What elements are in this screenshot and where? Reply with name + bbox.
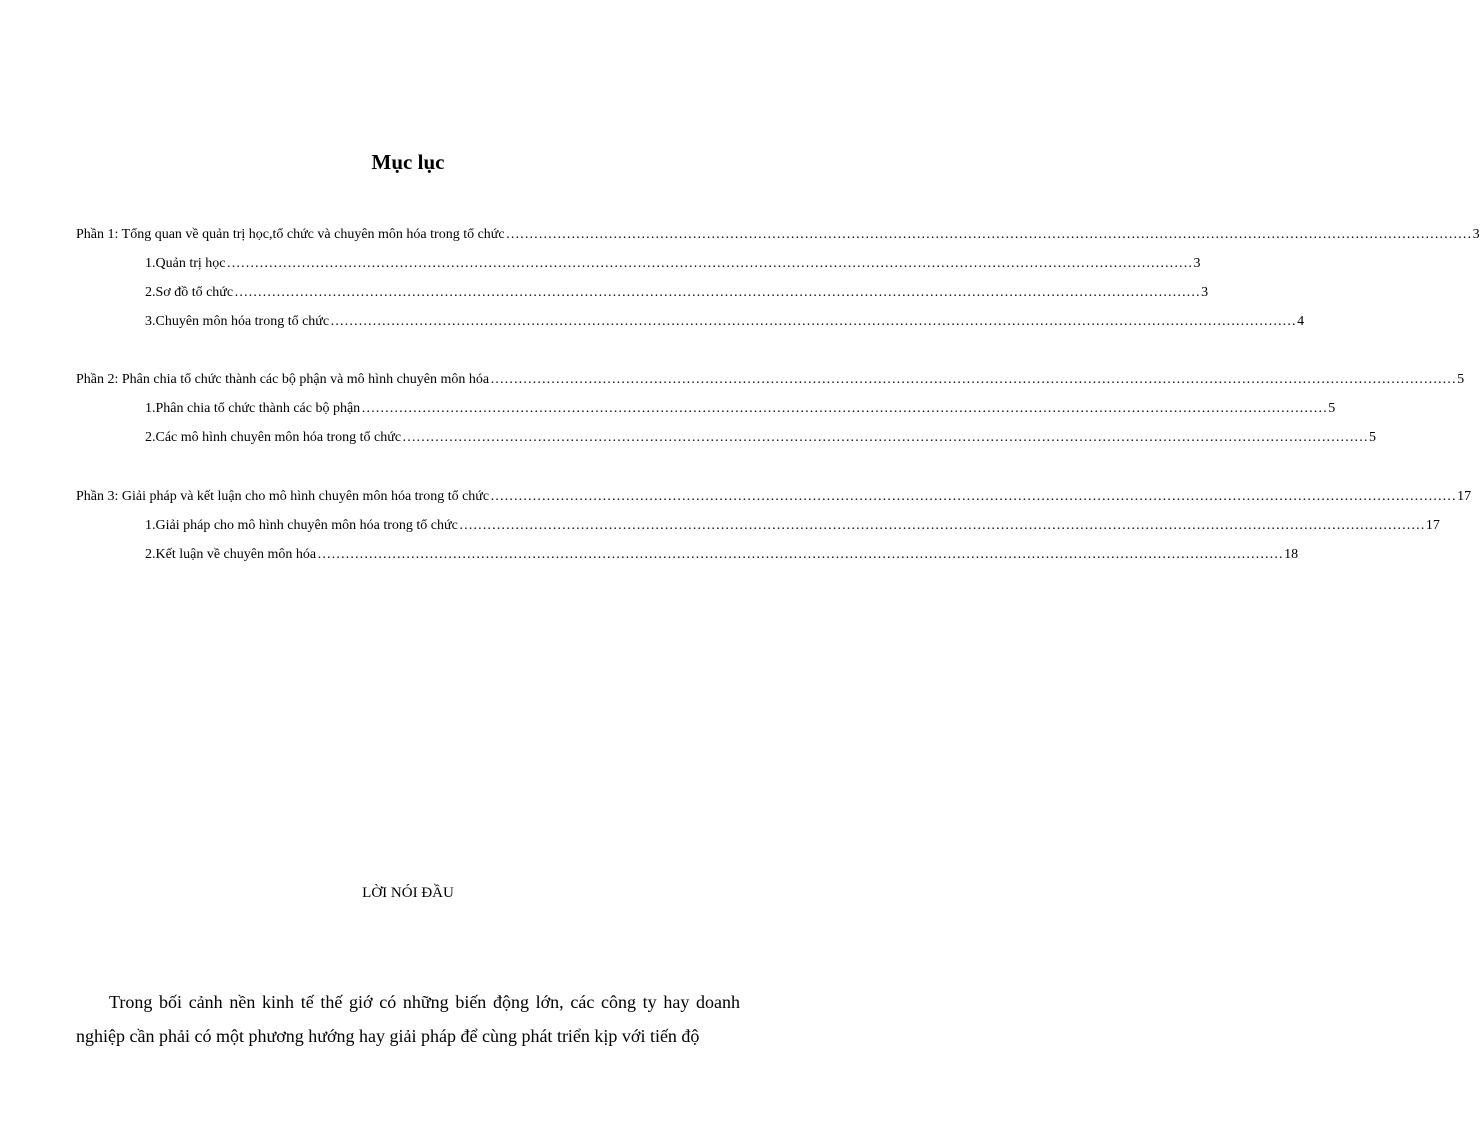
toc-page-number: 4 bbox=[1297, 314, 1305, 329]
toc-leader: ……………………………………………………………………………………………………………………………………………………………………………………… bbox=[330, 314, 1297, 329]
toc-leader: ……………………………………………………………………………………………………………………………………………………………………………………… bbox=[361, 401, 1328, 416]
toc-entry-part-3 bbox=[76, 487, 1472, 507]
toc-leader: ……………………………………………………………………………………………………………………………………………………………………………………… bbox=[458, 518, 1425, 533]
toc-entry-1-3 bbox=[145, 312, 1305, 332]
toc-entry-1-1 bbox=[145, 254, 1201, 274]
toc-page-number: 17 bbox=[1425, 518, 1440, 533]
toc-entry-1-2 bbox=[145, 283, 1209, 303]
toc-page-number: 3 bbox=[1193, 256, 1201, 271]
toc-entry-2-2 bbox=[145, 428, 1377, 448]
toc-leader: ……………………………………………………………………………………………………………………………………………………………………………………… bbox=[226, 256, 1193, 271]
toc-entry-text: 1.Phân chia tổ chức thành các bộ phận bbox=[145, 401, 361, 416]
toc-entry-text: Phần 2: Phân chia tổ chức thành các bộ phận và mô hình chuyên môn hóa bbox=[76, 372, 490, 387]
toc-entry-text: 1.Giải pháp cho mô hình chuyên môn hóa trong tổ chức bbox=[145, 518, 458, 533]
toc-page-number: 5 bbox=[1457, 372, 1465, 387]
toc-leader: ……………………………………………………………………………………………………………………………………………………………………………………… bbox=[234, 285, 1201, 300]
preface-paragraph: Trong bối cảnh nền kinh tế thế giớ có những biến động lớn, các công ty hay doanh nghiệp cần phải có một phương hướng hay giải pháp để cùng phát triển kịp với tiến độ bbox=[76, 992, 740, 1046]
toc-entry-text: 1.Quản trị học bbox=[145, 256, 226, 271]
toc-entry-3-1 bbox=[145, 516, 1440, 536]
toc-title: Mục lục bbox=[371, 150, 445, 174]
toc-entry-part-2 bbox=[76, 370, 1465, 390]
toc-entry-text: Phần 3: Giải pháp và kết luận cho mô hình chuyên môn hóa trong tổ chức bbox=[76, 489, 490, 504]
toc-leader: ……………………………………………………………………………………………………………………………………………………………………………………… bbox=[505, 227, 1472, 242]
toc-page-number: 17 bbox=[1457, 489, 1472, 504]
toc-page-number: 3 bbox=[1472, 227, 1480, 242]
toc-entry-3-2 bbox=[145, 545, 1299, 565]
toc-leader: ……………………………………………………………………………………………………………………………………………………………………………………… bbox=[490, 489, 1457, 504]
toc-entry-text: 3.Chuyên môn hóa trong tổ chức bbox=[145, 314, 330, 329]
toc-entry-text: Phần 1: Tổng quan về quản trị học,tổ chức và chuyên môn hóa trong tổ chức bbox=[76, 227, 505, 242]
toc-leader: ……………………………………………………………………………………………………………………………………………………………………………………… bbox=[317, 547, 1284, 562]
toc-page-number: 18 bbox=[1284, 547, 1299, 562]
toc-entry-2-1 bbox=[145, 399, 1336, 419]
toc-entry-text: 2.Kết luận về chuyên môn hóa bbox=[145, 547, 317, 562]
toc-page-number: 3 bbox=[1201, 285, 1209, 300]
toc-leader: ……………………………………………………………………………………………………………………………………………………………………………………… bbox=[490, 372, 1457, 387]
toc-entry-text: 2.Sơ đồ tổ chức bbox=[145, 285, 234, 300]
toc-leader: ……………………………………………………………………………………………………………………………………………………………………………………… bbox=[402, 430, 1369, 445]
toc-page-number: 5 bbox=[1328, 401, 1336, 416]
preface-title: LỜI NÓI ĐẦU bbox=[362, 885, 454, 901]
toc-entry-part-1 bbox=[76, 225, 1480, 245]
toc-page-number: 5 bbox=[1369, 430, 1377, 445]
toc-entry-text: 2.Các mô hình chuyên môn hóa trong tổ chức bbox=[145, 430, 402, 445]
